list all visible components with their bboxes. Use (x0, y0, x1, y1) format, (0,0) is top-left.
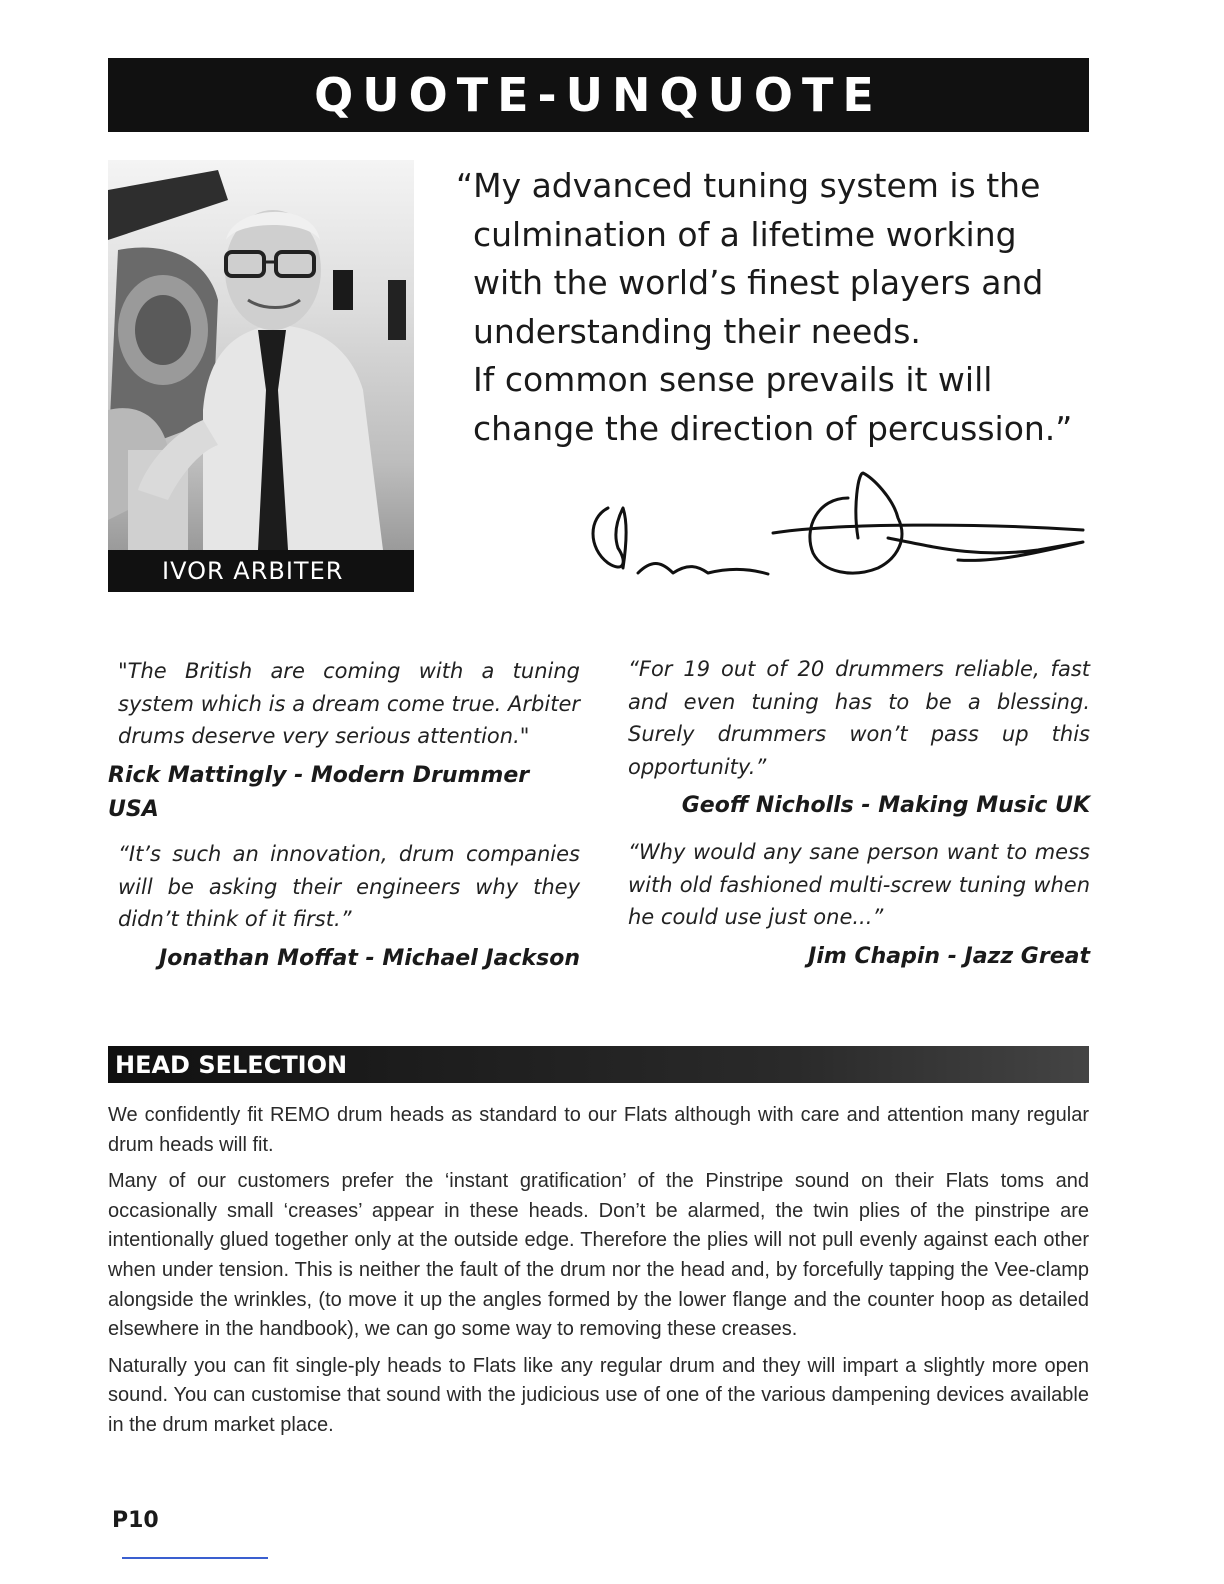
main-quote-line: change the direction of percussion.” (473, 408, 1073, 448)
testimonial (108, 655, 580, 827)
testimonial-attribution: Jim Chapin - Jazz Great (808, 943, 1090, 969)
page-number: P10 (112, 1508, 159, 1533)
testimonial-attribution: Rick Mattingly - Modern Drummer USA (108, 762, 530, 822)
body-paragraph: Naturally you can fit single-ply heads to Flats like any regular drum and they will impart a slightly more open sound. You can customise that sound with the judicious use of one of the various dampening devices available in the drum market place. (108, 1354, 1089, 1436)
main-quote-line: culmination of a lifetime working (473, 214, 1017, 254)
testimonial (618, 653, 1090, 823)
main-quote (456, 162, 1076, 453)
testimonial (108, 838, 580, 976)
page-title: QUOTE-UNQUOTE (314, 68, 883, 122)
testimonial-quote: “It’s such an innovation, drum companies will be asking their engineers why they didn’t think of it first.” (118, 842, 580, 931)
portrait-illustration (108, 160, 414, 592)
section-header (108, 1046, 1089, 1083)
photo-caption (108, 550, 414, 592)
testimonial-quote: “For 19 out of 20 drummers reliable, fast and even tuning has to be a blessing. Surely drummers won’t pass up this opportunity.” (628, 657, 1090, 779)
main-quote-line: If common sense prevails it will (473, 360, 993, 399)
section-body (108, 1101, 1089, 1448)
main-quote-line: “My advanced tuning system is the (456, 166, 1041, 205)
testimonial-attribution: Jonathan Moffat - Michael Jackson (159, 945, 580, 971)
main-quote-line: with the world’s finest players and (473, 263, 1044, 302)
title-banner (108, 58, 1089, 132)
body-paragraph: Many of our customers prefer the ‘instant gratification’ of the Pinstripe sound on their Flats toms and occasionally small ‘creases’ appear in these heads. Don’t be alarmed, the twin plies of the pinstripe are intentionally glued together only at the outside edge. Therefore the plies will not pull evenly against each other when under tension. This is neither the fault of the drum nor the head and, by forcefully tapping the Vee-clamp alongside the wrinkles, (to move it up the angles formed by the lower flange and the counter hoop as detailed elsewhere in the handbook), we can go some way to removing these creases. (108, 1170, 1089, 1341)
body-paragraph: We confidently fit REMO drum heads as standard to our Flats although with care and attention many regular drum heads will fit. (108, 1104, 1089, 1156)
photo-caption-text: IVOR ARBITER (162, 557, 344, 585)
testimonial-quote: "The British are coming with a tuning system which is a dream come true. Arbiter drums deserve very serious attention." (118, 659, 580, 748)
testimonial (618, 836, 1090, 974)
main-quote-line: understanding their needs. (473, 311, 921, 351)
section-title: HEAD SELECTION (115, 1050, 348, 1079)
footer-rule (122, 1557, 268, 1559)
portrait-photo (108, 160, 414, 592)
testimonial-quote: “Why would any sane person want to mess with old fashioned multi-screw tuning when he could use just one...” (628, 840, 1090, 929)
testimonial-attribution: Geoff Nicholls - Making Music UK (681, 793, 1090, 818)
signature (578, 468, 1088, 588)
